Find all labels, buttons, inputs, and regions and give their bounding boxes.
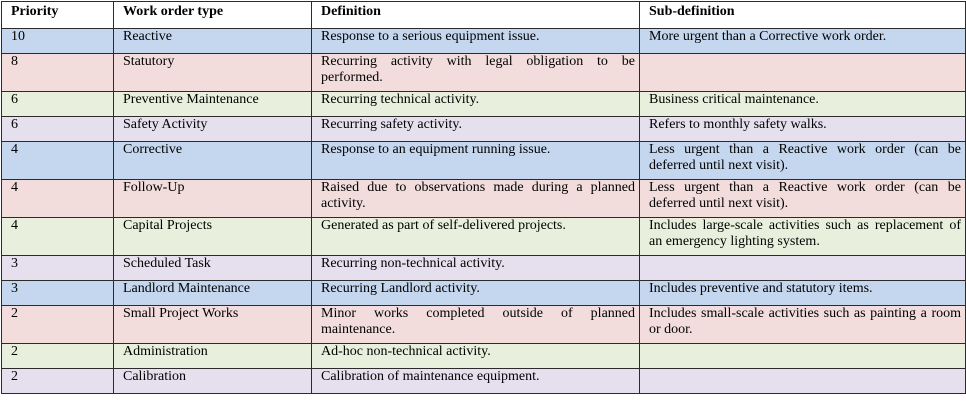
table-row: [2, 54, 966, 92]
table-row: [2, 306, 966, 344]
priority-cell: 10: [2, 29, 114, 54]
priority-cell: 6: [2, 92, 114, 117]
type-cell: Safety Activity: [114, 117, 312, 142]
definition-cell: Response to an equipment running issue.: [312, 142, 640, 180]
header-definition: Definition: [312, 2, 640, 29]
type-cell: Corrective: [114, 142, 312, 180]
definition-cell: Recurring technical activity.: [312, 92, 640, 117]
type-cell: Reactive: [114, 29, 312, 54]
sub-definition-cell: [640, 344, 966, 369]
priority-cell: 2: [2, 369, 114, 394]
table-row: [2, 344, 966, 369]
priority-cell: 2: [2, 306, 114, 344]
sub-definition-cell: Refers to monthly safety walks.: [640, 117, 966, 142]
header-work-order-type: Work order type: [114, 2, 312, 29]
priority-cell: 6: [2, 117, 114, 142]
table-row: [2, 29, 966, 54]
sub-definition-cell: [640, 54, 966, 92]
priority-cell: 4: [2, 180, 114, 218]
type-cell: Small Project Works: [114, 306, 312, 344]
definition-cell: Generated as part of self-delivered projects.: [312, 218, 640, 256]
header-row: [2, 2, 966, 29]
type-cell: Scheduled Task: [114, 256, 312, 281]
definition-cell: Raised due to observations made during a planned activity.: [312, 180, 640, 218]
table-row: [2, 142, 966, 180]
priority-cell: 4: [2, 218, 114, 256]
priority-cell: 8: [2, 54, 114, 92]
table-row: [2, 256, 966, 281]
priority-cell: 4: [2, 142, 114, 180]
type-cell: Calibration: [114, 369, 312, 394]
priority-cell: 2: [2, 344, 114, 369]
sub-definition-cell: Less urgent than a Reactive work order (can be deferred until next visit).: [640, 142, 966, 180]
sub-definition-cell: [640, 369, 966, 394]
table-row: [2, 281, 966, 306]
priority-cell: 3: [2, 281, 114, 306]
sub-definition-cell: Includes large-scale activities such as replacement of an emergency lighting system.: [640, 218, 966, 256]
type-cell: Capital Projects: [114, 218, 312, 256]
definition-cell: Recurring non-technical activity.: [312, 256, 640, 281]
sub-definition-cell: Less urgent than a Reactive work order (can be deferred until next visit).: [640, 180, 966, 218]
definition-cell: Calibration of maintenance equipment.: [312, 369, 640, 394]
type-cell: Follow-Up: [114, 180, 312, 218]
table-row: [2, 180, 966, 218]
definition-cell: Recurring safety activity.: [312, 117, 640, 142]
definition-cell: Recurring Landlord activity.: [312, 281, 640, 306]
type-cell: Preventive Maintenance: [114, 92, 312, 117]
definition-cell: Recurring activity with legal obligation to be performed.: [312, 54, 640, 92]
work-order-table: [1, 1, 966, 394]
sub-definition-cell: [640, 256, 966, 281]
table-row: [2, 92, 966, 117]
definition-cell: Ad-hoc non-technical activity.: [312, 344, 640, 369]
sub-definition-cell: Includes preventive and statutory items.: [640, 281, 966, 306]
table-row: [2, 369, 966, 394]
table-row: [2, 218, 966, 256]
definition-cell: Response to a serious equipment issue.: [312, 29, 640, 54]
sub-definition-cell: Includes small-scale activities such as painting a room or door.: [640, 306, 966, 344]
header-sub-definition: Sub-definition: [640, 2, 966, 29]
type-cell: Administration: [114, 344, 312, 369]
definition-cell: Minor works completed outside of planned maintenance.: [312, 306, 640, 344]
type-cell: Statutory: [114, 54, 312, 92]
table-row: [2, 117, 966, 142]
type-cell: Landlord Maintenance: [114, 281, 312, 306]
priority-cell: 3: [2, 256, 114, 281]
sub-definition-cell: Business critical maintenance.: [640, 92, 966, 117]
header-priority: Priority: [2, 2, 114, 29]
sub-definition-cell: More urgent than a Corrective work order.: [640, 29, 966, 54]
